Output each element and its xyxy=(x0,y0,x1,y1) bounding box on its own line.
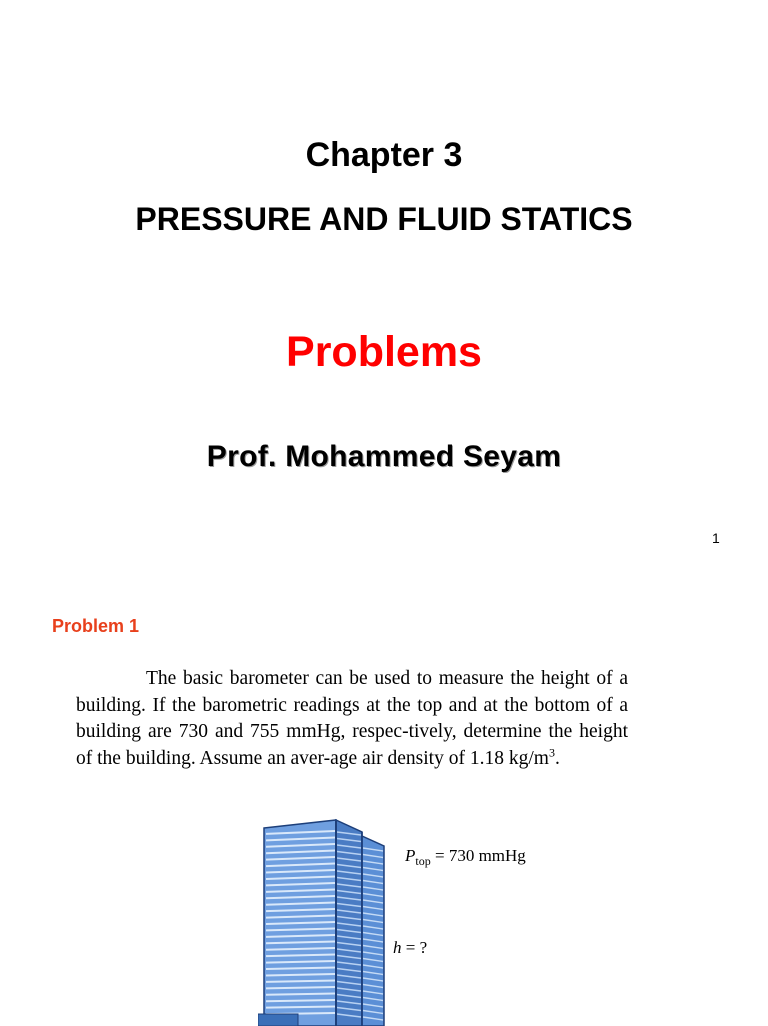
height-label xyxy=(393,938,427,958)
pressure-variable: P xyxy=(405,846,416,865)
problem-text-main: The basic barometer can be used to measure the height of a building. If the barometric readings at the top and at the bottom of a building are 730 and 755 mmHg, respec-tively, determine the height of the building. Assume an aver-age air density of 1.18 kg/m xyxy=(76,668,628,769)
author-name: Prof. Mohammed Seyam xyxy=(206,440,562,473)
pressure-top-label xyxy=(405,846,526,869)
chapter-heading: Chapter 3 xyxy=(305,136,463,174)
chapter-subtitle: PRESSURE AND FLUID STATICS xyxy=(135,201,633,237)
problem-text-superscript: 3 xyxy=(548,745,555,759)
pressure-subscript: top xyxy=(415,854,431,868)
height-value: = ? xyxy=(401,938,428,957)
problem-text-end: . xyxy=(554,747,560,769)
building-base xyxy=(258,1014,298,1026)
pressure-value: = 730 mmHg xyxy=(430,846,526,865)
problem-label: Problem 1 xyxy=(52,616,140,636)
problem-slide xyxy=(0,576,768,1024)
problem-statement xyxy=(76,666,628,772)
problems-heading: Problems xyxy=(286,328,482,376)
page-number: 1 xyxy=(712,530,720,546)
building-illustration xyxy=(258,816,398,1026)
height-variable: h xyxy=(393,938,402,957)
